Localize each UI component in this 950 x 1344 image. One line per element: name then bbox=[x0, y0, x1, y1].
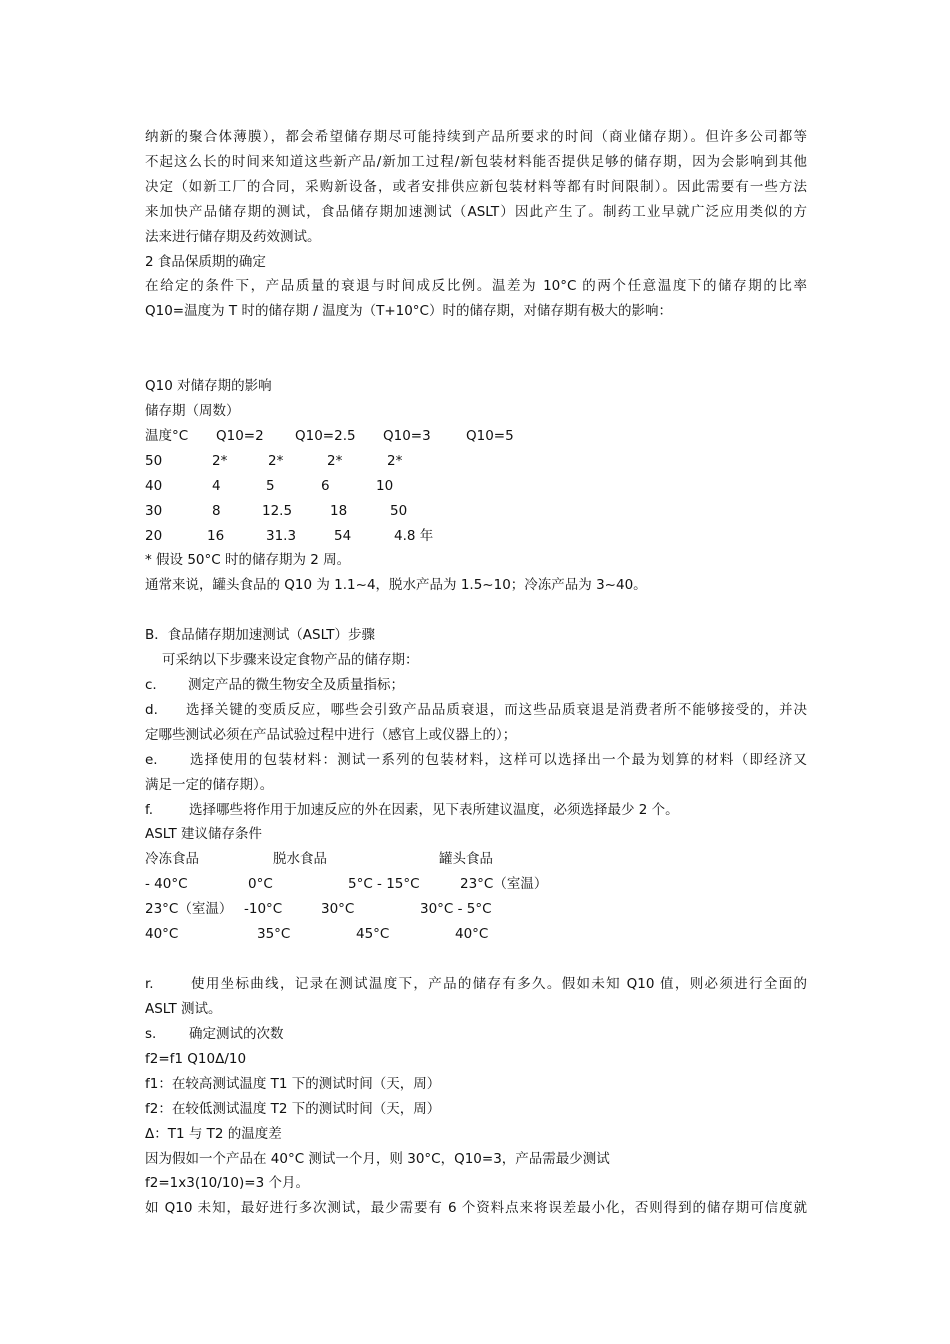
step-text-cont: 定哪些测试必须在产品试验过程中进行（感官上或仪器上的）； bbox=[145, 727, 517, 743]
q10-table-footnote: * 假设 50°C 时的储存期为 2 周。 bbox=[145, 552, 351, 568]
aslt-header-cell: 脱水食品 bbox=[273, 851, 327, 867]
step-marker: e. bbox=[145, 752, 158, 768]
table-cell: 23°C（室温） bbox=[145, 901, 233, 917]
closing-text: 如 Q10 未知，最好进行多次测试，最少需要有 6 个资料点来将误差最小化，否则得到的储存期可信度就 bbox=[145, 1200, 807, 1216]
section2-heading: 2 食品保质期的确定 bbox=[145, 254, 266, 270]
table-cell: 0°C bbox=[248, 876, 273, 892]
intro-line-5: 法来进行储存期及药效测试。 bbox=[145, 229, 321, 245]
table-cell: 50 bbox=[390, 503, 408, 519]
table-cell: 40°C bbox=[145, 926, 179, 942]
example-text: 因为假如一个产品在 40°C 测试一个月，则 30°C，Q10=3，产品需最少测试 bbox=[145, 1151, 610, 1167]
sectionB-intro: 可采纳以下步骤来设定食物产品的储存期： bbox=[162, 652, 419, 668]
table-cell: 2* bbox=[212, 453, 228, 469]
table-cell: 8 bbox=[212, 503, 221, 519]
step-marker: r. bbox=[145, 976, 154, 992]
table-cell: 10 bbox=[376, 478, 394, 494]
table-cell: 31.3 bbox=[266, 528, 297, 544]
table-cell: 54 bbox=[334, 528, 352, 544]
table-cell: 30°C - 5°C bbox=[420, 901, 492, 917]
table-cell: 50 bbox=[145, 453, 163, 469]
section2-text-2: Q10=温度为 T 时的储存期 / 温度为（T+10°C）时的储存期，对储存期有极大的影响： bbox=[145, 303, 672, 319]
table-cell: 16 bbox=[207, 528, 225, 544]
aslt-header-cell: 罐头食品 bbox=[439, 851, 493, 867]
table-cell: 6 bbox=[321, 478, 330, 494]
aslt-header-cell: 冷冻食品 bbox=[145, 851, 199, 867]
definition-delta: Δ：T1 与 T2 的温度差 bbox=[145, 1126, 282, 1142]
table-cell: 40°C bbox=[455, 926, 489, 942]
q10-header-cell: 温度°C bbox=[145, 428, 189, 444]
q10-header-cell: Q10=5 bbox=[466, 428, 514, 444]
table-cell: 2* bbox=[387, 453, 403, 469]
table-cell: 4 bbox=[212, 478, 221, 494]
step-marker: f. bbox=[145, 802, 154, 818]
table-cell: 2* bbox=[268, 453, 284, 469]
section2-text-1: 在给定的条件下，产品质量的衰退与时间成反比例。温差为 10°C 的两个任意温度下的储存期的比率 bbox=[145, 278, 807, 294]
table-cell: 12.5 bbox=[262, 503, 293, 519]
step-text-cont: 满足一定的储存期）。 bbox=[145, 777, 274, 793]
table-cell: 20 bbox=[145, 528, 163, 544]
q10-table-title: Q10 对储存期的影响 bbox=[145, 378, 272, 394]
sectionB-heading: B．食品储存期加速测试（ASLT）步骤 bbox=[145, 627, 375, 643]
formula: f2=f1 Q10Δ/10 bbox=[145, 1051, 247, 1067]
step-text: 选择使用的包装材料：测试一系列的包装材料，这样可以选择出一个最为划算的材料（即经济又 bbox=[190, 752, 807, 768]
table-cell: -10°C bbox=[244, 901, 283, 917]
table-cell: 2* bbox=[327, 453, 343, 469]
definition-f1: f1：在较高测试温度 T1 下的测试时间（天，周） bbox=[145, 1076, 441, 1092]
q10-ranges-text: 通常来说，罐头食品的 Q10 为 1.1~4，脱水产品为 1.5~10；冷冻产品为 3~40。 bbox=[145, 577, 647, 593]
aslt-table-title: ASLT 建议储存条件 bbox=[145, 826, 263, 842]
table-cell: 23°C（室温） bbox=[460, 876, 548, 892]
step-text: 选择哪些将作用于加速反应的外在因素，见下表所建议温度，必须选择最少 2 个。 bbox=[189, 802, 679, 818]
example-result: f2=1x3(10/10)=3 个月。 bbox=[145, 1175, 309, 1191]
intro-line-2: 不起这么长的时间来知道这些新产品/新加工过程/新包装材料能否提供足够的储存期，因为会影响到其他 bbox=[145, 154, 807, 170]
definition-f2: f2：在较低测试温度 T2 下的测试时间（天，周） bbox=[145, 1101, 441, 1117]
step-text: 测定产品的微生物安全及质量指标； bbox=[188, 677, 404, 693]
table-cell: 4.8 年 bbox=[394, 528, 434, 544]
step-text-cont: ASLT 测试。 bbox=[145, 1001, 222, 1017]
step-text: 选择关键的变质反应，哪些会引致产品品质衰退，而这些品质衰退是消费者所不能够接受的，并决 bbox=[186, 702, 807, 718]
table-cell: 18 bbox=[330, 503, 348, 519]
table-cell: 35°C bbox=[257, 926, 291, 942]
table-cell: 30°C bbox=[321, 901, 355, 917]
q10-header-cell: Q10=3 bbox=[383, 428, 431, 444]
intro-line-4: 来加快产品储存期的测试，食品储存期加速测试（ASLT）因此产生了。制药工业早就广泛应用类似的方 bbox=[145, 204, 807, 220]
q10-header-cell: Q10=2 bbox=[216, 428, 264, 444]
step-text: 使用坐标曲线，记录在测试温度下，产品的储存有多久。假如未知 Q10 值，则必须进行全面的 bbox=[191, 976, 807, 992]
step-marker: d. bbox=[145, 702, 158, 718]
q10-header-cell: Q10=2.5 bbox=[295, 428, 356, 444]
table-cell: - 40°C bbox=[145, 876, 188, 892]
step-text: 确定测试的次数 bbox=[189, 1026, 284, 1042]
step-marker: c. bbox=[145, 677, 157, 693]
step-marker: s. bbox=[145, 1026, 157, 1042]
table-cell: 5 bbox=[266, 478, 275, 494]
q10-table-subtitle: 储存期（周数） bbox=[145, 403, 240, 419]
intro-line-1: 纳新的聚合体薄膜），都会希望储存期尽可能持续到产品所要求的时间（商业储存期）。但许多公司都等 bbox=[145, 129, 807, 145]
table-cell: 40 bbox=[145, 478, 163, 494]
table-cell: 45°C bbox=[356, 926, 390, 942]
intro-line-3: 决定（如新工厂的合同，采购新设备，或者安排供应新包装材料等都有时间限制）。因此需要有一些方法 bbox=[145, 179, 807, 195]
table-cell: 5°C - 15°C bbox=[348, 876, 420, 892]
table-cell: 30 bbox=[145, 503, 163, 519]
